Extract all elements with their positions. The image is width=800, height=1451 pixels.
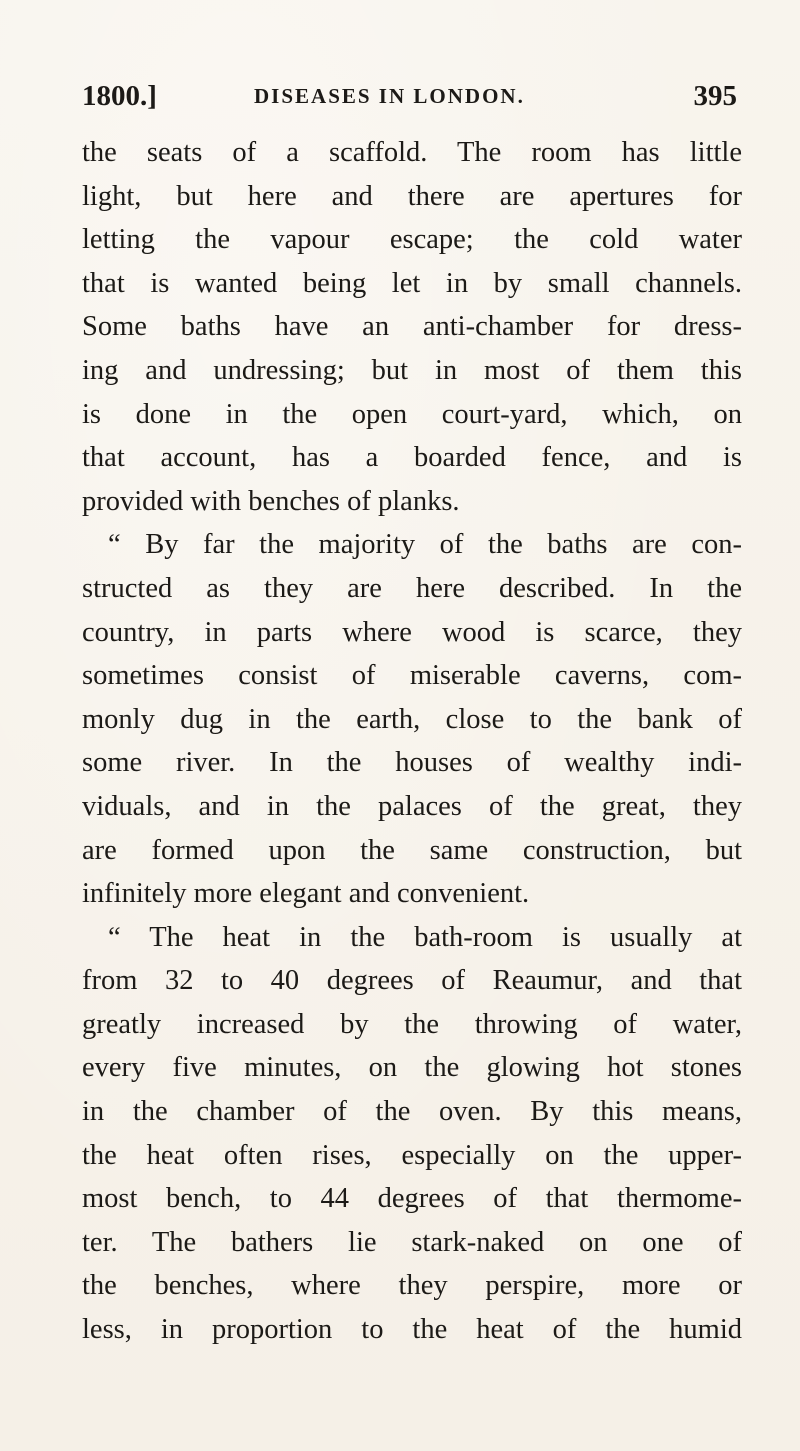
text-line: is done in the open court-yard, which, on	[82, 398, 742, 430]
text-line: the benches, where they perspire, more or	[82, 1270, 742, 1302]
text-line: sometimes consist of miserable caverns, com-	[82, 660, 742, 692]
text-line: Some baths have an anti-chamber for dress-	[82, 311, 742, 343]
text-line: the seats of a scaffold. The room has little	[82, 137, 742, 168]
text-line: ter. The bathers lie stark-naked on one of	[82, 1226, 742, 1258]
header-title: DISEASES IN LONDON.	[254, 84, 525, 108]
text-line: infinitely more elegant and convenient.	[82, 878, 530, 910]
text-line: viduals, and in the palaces of the great, they	[82, 790, 742, 822]
text-line: light, but here and there are apertures for	[82, 180, 742, 212]
text-line: that is wanted being let in by small channels.	[82, 267, 742, 299]
text-line: country, in parts where wood is scarce, they	[82, 616, 742, 648]
text-line: less, in proportion to the heat of the humid	[82, 1314, 742, 1346]
text-line: in the chamber of the oven. By this means,	[82, 1096, 742, 1128]
text-line: letting the vapour escape; the cold water	[82, 224, 742, 256]
running-head	[82, 76, 737, 116]
text-line: are formed upon the same construction, but	[82, 834, 742, 866]
text-line: every five minutes, on the glowing hot stones	[82, 1052, 742, 1084]
text-line: most bench, to 44 degrees of that thermome-	[82, 1183, 742, 1215]
text-line: “ By far the majority of the baths are con-	[108, 529, 742, 561]
text-line: greatly increased by the throwing of water,	[82, 1008, 742, 1040]
body-text	[82, 131, 742, 1352]
header-year: 1800.]	[82, 80, 157, 112]
page-number: 395	[693, 80, 737, 112]
text-line: structed as they are here described. In the	[82, 572, 742, 604]
text-line: from 32 to 40 degrees of Reaumur, and that	[82, 965, 742, 997]
text-line: some river. In the houses of wealthy indi-	[82, 747, 742, 779]
text-line: that account, has a boarded fence, and is	[82, 442, 742, 474]
text-line: provided with benches of planks.	[82, 485, 460, 517]
text-line: monly dug in the earth, close to the bank of	[82, 703, 742, 735]
text-line: ing and undressing; but in most of them this	[82, 354, 742, 386]
text-line: the heat often rises, especially on the upper-	[82, 1139, 742, 1171]
text-line: “ The heat in the bath-room is usually at	[108, 921, 742, 953]
